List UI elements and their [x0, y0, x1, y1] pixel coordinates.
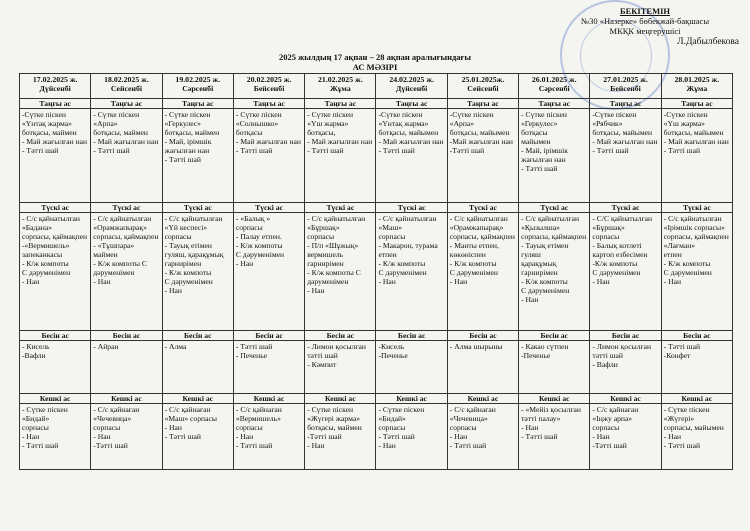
meal-label: Кешкі ас	[233, 394, 304, 404]
meal-label: Түскі ас	[20, 203, 91, 213]
menu-cell	[162, 404, 233, 470]
meal-label: Түскі ас	[590, 203, 661, 213]
day-weekday: Дүйсенбі	[39, 84, 71, 93]
meal-label: Кешкі ас	[91, 394, 162, 404]
day-date: 21.02.2025 ж.	[318, 75, 363, 84]
day-header	[590, 74, 661, 99]
menu-items-text: - С/с қайнатылған «Маш» сорпасы - Макарон, турама етпен - К/ж компоты С дәруменімен - Нан	[378, 214, 438, 286]
menu-items-text: - Лимон қосылған тәтті шай - Вафли	[592, 342, 652, 369]
approval-line-2: МКҚК меңгерушісі	[609, 26, 681, 36]
title-period: 2025 жылдың 17 ақпан – 28 ақпан аралығындағы	[278, 52, 472, 62]
meal-label: Түскі ас	[447, 203, 518, 213]
menu-cell	[447, 213, 518, 331]
menu-cell	[162, 109, 233, 203]
menu-items-text: - С/с қайнаған «Чечевица» сорпасы - Нан - Тәтті шай	[449, 405, 496, 450]
menu-items-text: - «Балық » сорпасы - Палау етпен. - К/ж компоты С дәруменімен - Нан	[235, 214, 285, 268]
meal-label: Түскі ас	[661, 203, 732, 213]
menu-cell	[91, 404, 162, 470]
menu-items-text: - С/С қайнатылған «Бұршақ» сорпасы - Балық котлеті картоп езбесімен -К/ж компоты С дәруменімен - Нан	[592, 214, 653, 286]
meal-label: Бесін ас	[233, 331, 304, 341]
meal-label: Бесін ас	[20, 331, 91, 341]
day-header	[91, 74, 162, 99]
meal-label: Таңғы ас	[447, 99, 518, 109]
meal-label: Бесін ас	[447, 331, 518, 341]
menu-cell	[376, 213, 447, 331]
meal-label-row	[20, 331, 733, 341]
menu-items-text: - С/с қайнаған «Чечевица» сорпасы - Нан -Тәтті шай	[93, 405, 140, 450]
meal-label: Кешкі ас	[661, 394, 732, 404]
menu-items-text: - Алма шырыны	[449, 342, 503, 351]
meal-label: Кешкі ас	[519, 394, 590, 404]
approval-signature: Л.Дабылбекова	[677, 37, 739, 47]
menu-cell	[447, 109, 518, 203]
menu-items-text: -Сүтке піскен «Үнтақ жарма» ботқасы, майымен - Май жағылған нан - Тәтті шай	[378, 110, 444, 155]
menu-cell	[447, 404, 518, 470]
menu-items-text: - Тәтті шай -Конфет	[663, 342, 701, 360]
menu-items-text: - Сүтке піскен «Үш жарма» ботқасы, - Май жағылған нан - Тәтті шай	[307, 110, 373, 155]
menu-cell	[20, 404, 91, 470]
day-date: 17.02.2025 ж.	[32, 75, 78, 84]
day-date: 25.01.2025ж.	[461, 75, 505, 84]
meal-label: Кешкі ас	[162, 394, 233, 404]
menu-cell	[590, 213, 661, 331]
approval-heading: БЕКІТЕМІН	[619, 6, 671, 16]
day-date: 19.02.2025 ж.	[175, 75, 221, 84]
menu-cell	[661, 109, 732, 203]
menu-cell	[91, 109, 162, 203]
menu-cell	[233, 404, 304, 470]
menu-items-text: - Айран	[93, 342, 119, 351]
menu-body	[20, 99, 733, 470]
menu-cell	[447, 341, 518, 394]
meal-label: Түскі ас	[519, 203, 590, 213]
meal-label-row	[20, 203, 733, 213]
meal-label: Таңғы ас	[91, 99, 162, 109]
day-weekday: Сейсенбі	[467, 84, 499, 93]
menu-items-text: - С/с қайнатылған «Ірімшік сорпасы» сорпасы, қаймақпен «Лағман» етпен - К/ж компоты С дәруменімен - Нан	[663, 214, 729, 286]
menu-items-text: - С/с қайнатылған «Орамжапырақ» сорпасы, қаймақпен - Манты етпен, көкөніспен - К/ж компоты С дәруменімен - Нан	[449, 214, 515, 286]
meal-label: Бесін ас	[661, 331, 732, 341]
day-weekday: Сәрсенбі	[182, 84, 214, 93]
meal-label: Бесін ас	[519, 331, 590, 341]
meal-label: Кешкі ас	[20, 394, 91, 404]
menu-cell	[91, 213, 162, 331]
menu-items-text: - «Мейіз қосылған тәтті палау» - Нан - Тәтті шай	[521, 405, 581, 441]
menu-cell	[305, 109, 376, 203]
menu-cell	[305, 341, 376, 394]
menu-cell	[376, 109, 447, 203]
day-date: 28.01.2025 ж.	[674, 75, 720, 84]
menu-items-text: - Лимон қосылған тәтті шай - Кәмпит	[307, 342, 366, 369]
menu-items-text: - Сүтке піскен «Геркулес» ботқасы майымен - Май, ірімшік жағылған нан - Тәтті шай	[521, 110, 568, 173]
menu-items-text: -Сүтке піскен «Үш жарма» ботқасы, майымен - Май жағылған нан - Тәтті шай	[663, 110, 729, 155]
menu-cell	[661, 341, 732, 394]
day-weekday: Сейсенбі	[110, 84, 143, 93]
meal-label: Таңғы ас	[519, 99, 590, 109]
day-header	[376, 74, 447, 99]
meal-label: Кешкі ас	[376, 394, 447, 404]
menu-cell	[519, 109, 590, 203]
menu-cell	[590, 109, 661, 203]
menu-cell	[20, 109, 91, 203]
menu-table	[19, 73, 733, 470]
menu-items-text: - С/с қайнатылған «Үй кеспесі» сорпасы - Тауық етімен гуляш, қарақұмық гарнирімен - К/ж компоты С дәруменімен - Нан	[164, 214, 224, 295]
menu-items-text: - Кисель -Вафли	[22, 342, 50, 360]
menu-items-text: - Сүтке піскен «Бидай» сорпасы - Нан - Тәтті шай	[22, 405, 68, 450]
menu-cell	[233, 213, 304, 331]
meal-label: Таңғы ас	[20, 99, 91, 109]
menu-items-text: - С/с қайнаған «Іңжу арпа» сорпасы - Нан -Тәтті шай	[592, 405, 639, 450]
meal-content-row	[20, 404, 733, 470]
meal-label: Кешкі ас	[305, 394, 376, 404]
menu-items-text: - С/с қайнаған «Маш» сорпасы - Нан - Тәтті шай	[164, 405, 217, 441]
menu-cell	[20, 341, 91, 394]
menu-cell	[661, 213, 732, 331]
meal-content-row	[20, 109, 733, 203]
menu-cell	[519, 213, 590, 331]
title-menu: АС МӘЗІРІ	[352, 61, 398, 72]
day-weekday: Бейсенбі	[253, 84, 285, 93]
meal-label: Бесін ас	[305, 331, 376, 341]
meal-content-row	[20, 213, 733, 331]
document-title	[0, 53, 750, 72]
menu-items-text: - С/с қайнатылған «Бұршақ» сорпасы - П/п «Шұжық» вермишель гарнирімен - К/ж компоты С дәруменімен - Нан	[307, 214, 366, 295]
meal-label: Таңғы ас	[233, 99, 304, 109]
menu-items-text: - Сүтке піскен «Геркулес» ботқасы, маймен - Май, ірімшік жағылған нан - Тәтті шай	[164, 110, 220, 164]
menu-cell	[519, 341, 590, 394]
menu-cell	[91, 341, 162, 394]
menu-items-text: - Сүтке піскен «Арпа» ботқасы, маймен - Май жағылған нан - Тәтті шай	[93, 110, 159, 155]
meal-label: Таңғы ас	[590, 99, 661, 109]
menu-items-text: - Сүтке піскен «Бидай» сорпасы - Тәтті шай - Нан	[378, 405, 425, 450]
day-date: 18.02.2025 ж.	[104, 75, 149, 84]
menu-items-text: - С/с қайнаған «Вермишель» сорпасы - Нан - Тәтті шай	[235, 405, 282, 450]
day-weekday: Жұма	[686, 84, 708, 93]
menu-cell	[162, 213, 233, 331]
approval-block	[545, 6, 745, 47]
day-date: 20.02.2025 ж.	[246, 75, 292, 84]
meal-label: Түскі ас	[376, 203, 447, 213]
day-weekday: Дүйсенбі	[395, 84, 428, 93]
menu-cell	[376, 404, 447, 470]
day-date: 27.01.2025 ж.	[603, 75, 648, 84]
meal-label-row	[20, 394, 733, 404]
meal-label: Таңғы ас	[162, 99, 233, 109]
menu-items-text: - Сүтке піскен «Жүгері жарма» ботқасы, маймен -Тәтті шай - Нан	[307, 405, 362, 450]
day-weekday: Сәрсенбі	[538, 84, 570, 93]
day-weekday: Бейсенбі	[610, 84, 641, 93]
meal-label: Түскі ас	[162, 203, 233, 213]
meal-label: Таңғы ас	[376, 99, 447, 109]
meal-label: Бесін ас	[590, 331, 661, 341]
menu-cell	[661, 404, 732, 470]
menu-items-text: - Какао сүтпен -Печенье	[521, 342, 569, 360]
day-header	[20, 74, 91, 99]
menu-items-text: - С/с қайнатылған «Қызылша» сорпасы, қаймақпен - Тауық етімен гуляш қарақұмық гарнирімен - К/ж компоты С дәруменімен - Нан	[521, 214, 587, 304]
meal-label: Кешкі ас	[590, 394, 661, 404]
menu-items-text: - Сүтке піскен «Солнышко» ботқасы - Май жағылған нан - Тәтті шай	[235, 110, 301, 155]
menu-items-text: - С/с қайнатылған «Орамжапырақ» сорпасы, қаймақпен - «Тұшпара» маймен - К/ж компоты С дәруменімен - Нан	[93, 214, 159, 286]
meal-label: Түскі ас	[305, 203, 376, 213]
menu-cell	[519, 404, 590, 470]
meal-label-row	[20, 99, 733, 109]
day-weekday: Жұма	[329, 84, 351, 93]
menu-items-text: -Сүтке піскен «Үнтақ жарма» ботқасы, маймен - Май жағылған нан - Тәтті шай	[22, 110, 88, 155]
meal-label: Түскі ас	[233, 203, 304, 213]
approval-line-1: №30 «Назерке» бөбекжай-бақшасы	[580, 16, 710, 26]
day-header	[162, 74, 233, 99]
menu-items-text: - Сүтке піскен «Жүгері» сорпасы, майымен - Нан - Тәтті шай	[663, 405, 724, 450]
meal-label: Таңғы ас	[305, 99, 376, 109]
menu-cell	[305, 213, 376, 331]
day-header	[661, 74, 732, 99]
menu-items-text: -Сүтке піскен «Рябчик» ботқасы, майымен - Май жағылған нан - Тәтті шай	[592, 110, 658, 155]
menu-cell	[590, 341, 661, 394]
menu-cell	[376, 341, 447, 394]
day-date: 26.01.2025 ж.	[531, 75, 577, 84]
menu-cell	[233, 341, 304, 394]
meal-label: Бесін ас	[162, 331, 233, 341]
meal-label: Таңғы ас	[661, 99, 732, 109]
menu-cell	[20, 213, 91, 331]
menu-items-text: - Тәтті шай - Печенье	[235, 342, 273, 360]
meal-label: Бесін ас	[91, 331, 162, 341]
meal-content-row	[20, 341, 733, 394]
menu-cell	[305, 404, 376, 470]
menu-items-text: -Кисель -Печенье	[378, 342, 408, 360]
meal-label: Түскі ас	[91, 203, 162, 213]
menu-cell	[162, 341, 233, 394]
day-header	[233, 74, 304, 99]
day-date: 24.02.2025 ж.	[389, 75, 434, 84]
meal-label: Бесін ас	[376, 331, 447, 341]
day-header	[305, 74, 376, 99]
day-header	[519, 74, 590, 99]
menu-header-row	[20, 74, 733, 99]
menu-items-text: - С/с қайнатылған «Бадана» сорпасы, қаймақпен -«Вермишель» запеканкасы - К/ж компоты С дәруменімен - Нан	[22, 214, 88, 286]
meal-label: Кешкі ас	[447, 394, 518, 404]
menu-cell	[233, 109, 304, 203]
menu-items-text: -Сүтке піскен «Арпа» ботқасы, майымен -Май жағылған нан -Тәтті шай	[449, 110, 513, 155]
menu-cell	[590, 404, 661, 470]
day-header	[447, 74, 518, 99]
menu-items-text: - Алма	[164, 342, 187, 351]
